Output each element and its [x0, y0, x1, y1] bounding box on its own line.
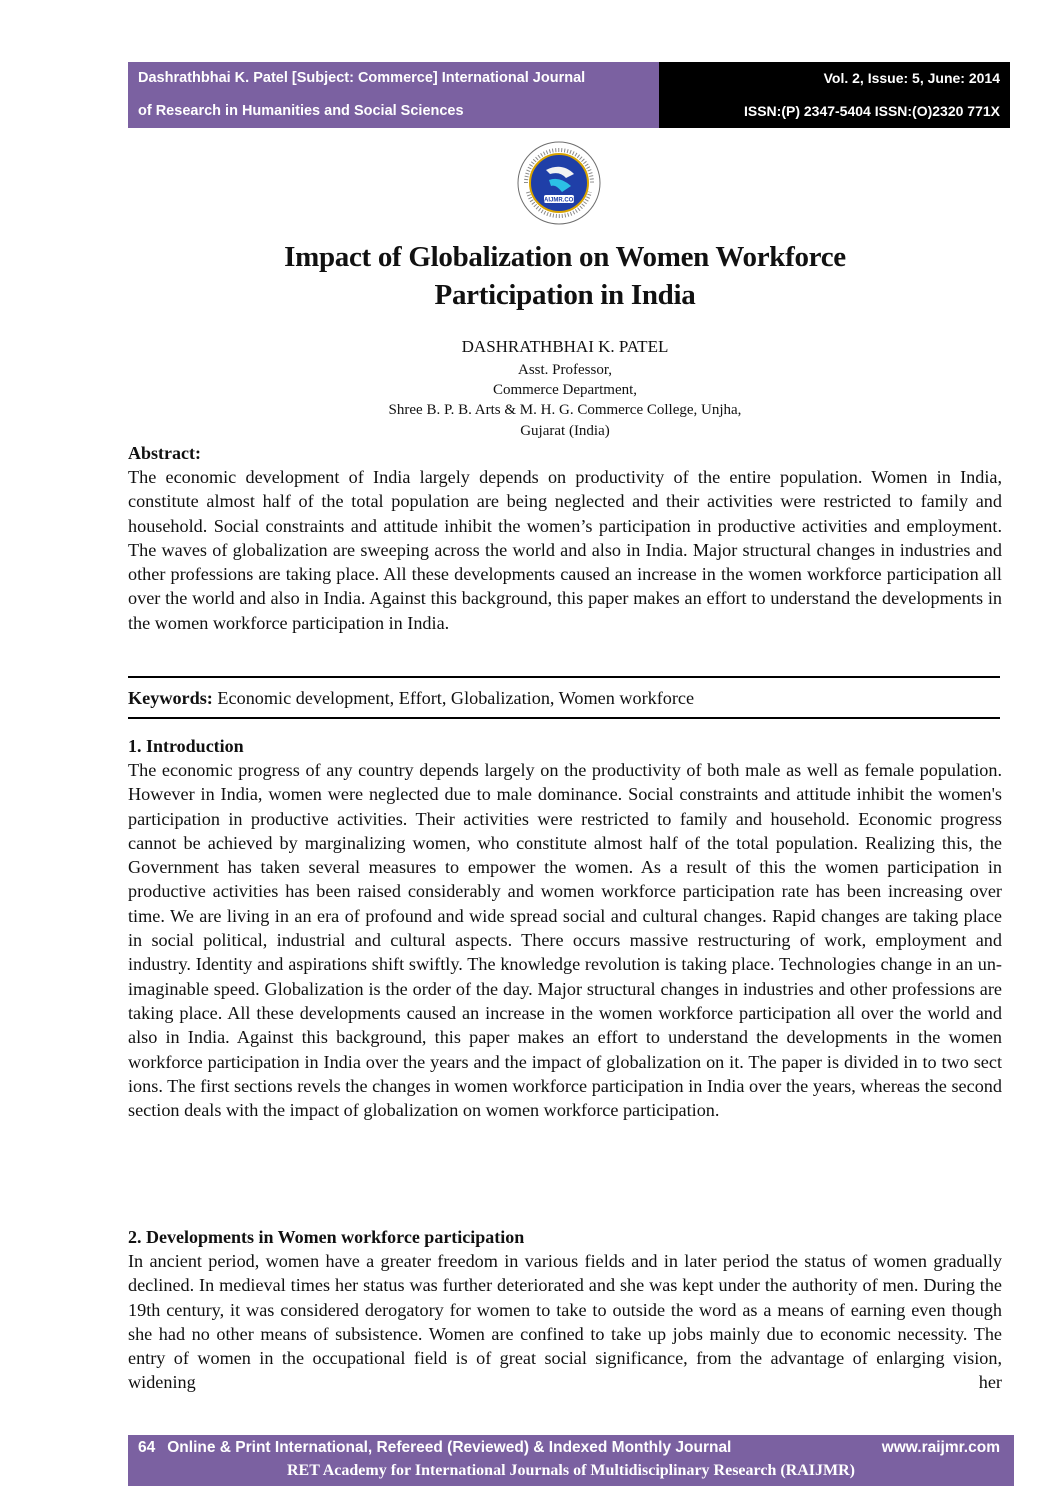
journal-header-left	[128, 62, 659, 128]
section-1-text: The economic progress of any country depends largely on the productivity of both male as well as female population. However in India, women were neglected due to male dominance. Social constraints and attitude inhibit the women's participation in productive activities. Their activities were restricted to family and household. Economic progress cannot be achieved by marginalizing women, who constitute almost half of the total population. Realizing this, the Government has taken several measures to empower the women. As a result of this the women participation in productive activities has been raised considerably and women workforce participation rate has been increasing over time. We are living in an era of profound and wide spread social and cultural changes. Rapid changes are taking place in social political, industrial and cultural aspects. There occurs massive restructuring of work, employment and industry. Identity and aspirations shift swiftly. The knowledge revolution is taking place. Technologies change in an un-imaginable speed. Globalization is the order of the day. Major structural changes in industries and other professions are taking place. All these developments caused an increase in the women workforce participation all over the world and also in India. Against this background, this paper makes an effort to understand the developments in the women workforce participation in India over the years and the impact of globalization on it. The paper is divided in to two sect ions. The first sections revels the changes in women workforce participation in India over the years, whereas the second section deals with the impact of globalization on women workforce participation.	[128, 760, 1002, 1121]
title-line1: Impact of Globalization on Women Workforce	[284, 241, 846, 273]
footer-line1: Online & Print International, Refereed (Reviewed) & Indexed Monthly Journal	[167, 1439, 732, 1456]
divider-bottom	[128, 717, 1000, 719]
keywords-label: Keywords:	[128, 688, 213, 708]
svg-text:RAIJMR.COM: RAIJMR.COM	[539, 197, 579, 204]
abstract-text: The economic development of India largely depends on productivity of the entire population. Women in India, constitute almost half of the total population are being neglected and their activities were restricted to family and household. Social constraints and attitude inhibit the women’s participation in productive activities and employment. The waves of globalization are sweeping across the world and also in India. Major structural changes in industries and other professions are taking place. All these developments caused an increase in the women workforce participation all over the world and also in India. Against this background, this paper makes an effort to understand the developments in the women workforce participation in India.	[128, 467, 1002, 633]
author-location: Gujarat (India)	[520, 423, 610, 439]
issn: ISSN:(P) 2347-5404 ISSN:(O)2320 771X	[743, 103, 1000, 119]
abstract-heading: Abstract:	[128, 443, 201, 463]
keywords	[128, 686, 694, 710]
paper-title	[130, 238, 1000, 314]
footer-publisher: RET Academy for International Journals of Multidisciplinary Research (RAIJMR)	[287, 1462, 855, 1479]
author-college: Shree B. P. B. Arts & M. H. G. Commerce College, Unjha,	[388, 402, 742, 418]
page-footer	[128, 1435, 1014, 1486]
section-1-heading: 1. Introduction	[128, 736, 244, 756]
author-title: Asst. Professor,	[518, 362, 612, 378]
journal-name-line2: of Research in Humanities and Social Sciences	[138, 103, 464, 119]
footer-journal-type	[138, 1439, 731, 1457]
author-name: DASHRATHBHAI K. PATEL	[461, 337, 669, 356]
keywords-text: Economic development, Effort, Globalization, Women workforce	[212, 688, 695, 708]
divider-top	[128, 676, 1000, 678]
author-department: Commerce Department,	[492, 382, 638, 398]
title-line2: Participation in India	[434, 279, 696, 311]
footer-website: www.raijmr.com	[881, 1439, 1000, 1456]
volume-issue: Vol. 2, Issue: 5, June: 2014	[823, 70, 1000, 86]
journal-header-right	[659, 62, 1010, 128]
journal-name-line1: Dashrathbhai K. Patel [Subject: Commerce] International Journal	[138, 70, 586, 86]
page-number: 64	[138, 1439, 156, 1456]
raijmr-seal-icon	[516, 140, 602, 226]
section-2-heading: 2. Developments in Women workforce participation	[128, 1227, 525, 1247]
section-2-text: In ancient period, women have a greater freedom in various fields and in later period the status of women gradually declined. In medieval times her status was further deteriorated and she was kept under the authority of men. During the 19th century, it was considered derogatory for women to take to outside the word as a means of earning even though she had no other means of subsistence. Women are confined to take up jobs mainly due to economic necessity. The entry of women in the occupational field is of great social significance, from the advantage of enlarging vision, widening her	[128, 1251, 1002, 1393]
